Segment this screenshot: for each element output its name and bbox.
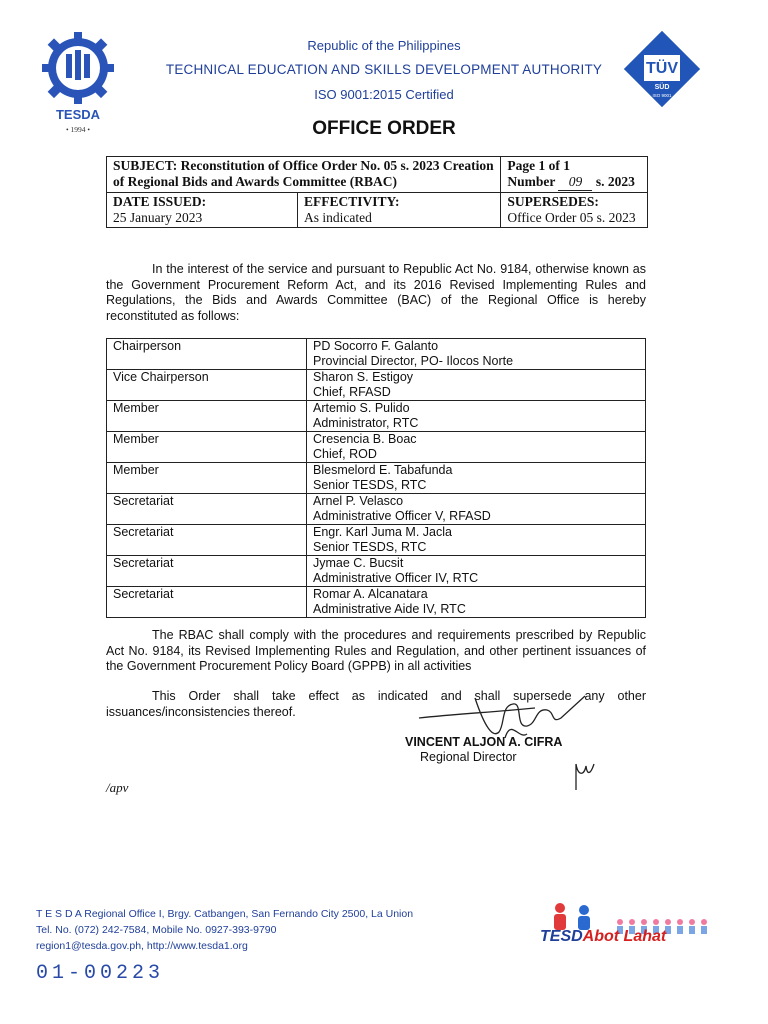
intro-paragraph: In the interest of the service and pursuant to Republic Act No. 9184, otherwise known as the Government Procurement Reform Act, and its 2016 Revised Implementing Rules and Regulations, the Bids and Awards Committee (BAC) of the Regional Office is hereby reconstituted as follows:: [106, 262, 646, 323]
abot-lahat-slogan: [540, 928, 666, 946]
order-info-table: [106, 156, 648, 228]
member-role: Secretariat: [107, 525, 307, 556]
compliance-paragraph: The RBAC shall comply with the procedures and requirements prescribed by Republic Act No. 9184, its Revised Implementing Rules and Regulation, and other pertinent issuances of the Government Procurement Policy Board (GPPB) in all activities: [106, 628, 646, 673]
date-label: DATE ISSUED:: [113, 194, 207, 209]
footer-contact: region1@tesda.gov.ph, http://www.tesda1.org: [36, 940, 248, 952]
number-value: 09: [558, 174, 592, 191]
supersedes-value: Office Order 05 s. 2023: [507, 210, 636, 225]
date-value: 25 January 2023: [113, 210, 203, 225]
effectivity-label: EFFECTIVITY:: [304, 194, 400, 209]
member-position: Provincial Director, PO- Ilocos Norte: [313, 354, 514, 368]
supersedes-label: SUPERSEDES:: [507, 194, 599, 209]
member-position: Administrator, RTC: [313, 416, 419, 430]
logo-name: TESDA: [55, 107, 101, 122]
subject-text: Reconstitution of Office Order No. 05 s. 2023 Creation of Regional Bids and Awards Committee (RBAC): [113, 158, 494, 189]
member-role: Secretariat: [107, 494, 307, 525]
member-row: [107, 556, 646, 587]
member-details: [307, 339, 646, 370]
member-position: Chief, RFASD: [313, 385, 391, 399]
member-row: [107, 370, 646, 401]
member-name: Blesmelord E. Tabafunda: [313, 463, 453, 477]
member-role: Chairperson: [107, 339, 307, 370]
member-details: [307, 432, 646, 463]
member-name: Sharon S. Estigoy: [313, 370, 414, 384]
member-name: Engr. Karl Juma M. Jacla: [313, 525, 452, 539]
document-code: 01-00223: [36, 962, 165, 985]
logo-year: • 1994 •: [65, 125, 91, 134]
member-name: Artemio S. Pulido: [313, 401, 410, 415]
member-role: Member: [107, 401, 307, 432]
member-position: Chief, ROD: [313, 447, 377, 461]
slogan-part-a: TESD: [540, 928, 583, 945]
effectivity-cell: [298, 193, 501, 228]
member-name: Romar A. Alcanatara: [313, 587, 428, 601]
member-row: [107, 525, 646, 556]
member-row: [107, 339, 646, 370]
subject-cell: [107, 157, 501, 193]
tuv-certification-icon: [624, 31, 700, 107]
signatory-title: Regional Director: [420, 750, 517, 764]
initial-mark-icon: [572, 754, 598, 794]
member-row: [107, 463, 646, 494]
supersedes-cell: [501, 193, 648, 228]
slogan-part-b: Abot Lahat: [582, 928, 667, 945]
member-position: Administrative Officer IV, RTC: [313, 571, 479, 585]
member-details: [307, 401, 646, 432]
page-label: Page 1 of 1: [507, 158, 570, 173]
member-position: Administrative Officer V, RFASD: [313, 509, 491, 523]
member-role: Secretariat: [107, 587, 307, 618]
member-details: [307, 494, 646, 525]
footer-phone: Tel. No. (072) 242-7584, Mobile No. 0927-393-9790: [36, 924, 277, 936]
signatory-name: VINCENT ALJON A. CIFRA: [405, 735, 563, 749]
date-issued-cell: [107, 193, 298, 228]
member-name: Cresencia B. Boac: [313, 432, 417, 446]
initials-reference: /apv: [106, 780, 129, 795]
member-position: Senior TESDS, RTC: [313, 540, 427, 554]
member-row: [107, 587, 646, 618]
member-name: Arnel P. Velasco: [313, 494, 404, 508]
committee-members-table: [106, 338, 646, 618]
document-title: OFFICE ORDER: [312, 118, 456, 139]
tuv-sub: SÜD: [654, 84, 670, 91]
subject-label: SUBJECT:: [113, 158, 178, 173]
tuv-iso: ISO 9001: [652, 93, 672, 98]
member-role: Vice Chairperson: [107, 370, 307, 401]
effectivity-value: As indicated: [304, 210, 372, 225]
header-iso: ISO 9001:2015 Certified: [314, 87, 454, 102]
member-details: [307, 370, 646, 401]
header-republic: Republic of the Philippines: [307, 38, 461, 53]
member-position: Senior TESDS, RTC: [313, 478, 427, 492]
member-row: [107, 432, 646, 463]
member-name: PD Socorro F. Galanto: [313, 339, 439, 353]
member-row: [107, 494, 646, 525]
member-role: Member: [107, 432, 307, 463]
member-details: [307, 525, 646, 556]
number-suffix: s. 2023: [595, 174, 635, 189]
member-position: Administrative Aide IV, RTC: [313, 602, 466, 616]
member-role: Member: [107, 463, 307, 494]
tuv-mark: TÜV: [646, 60, 678, 77]
member-details: [307, 463, 646, 494]
member-name: Jymae C. Bucsit: [313, 556, 404, 570]
member-details: [307, 556, 646, 587]
member-row: [107, 401, 646, 432]
effect-paragraph: This Order shall take effect as indicated and shall supersede any other issuances/inconsistencies thereof.: [106, 689, 646, 719]
member-details: [307, 587, 646, 618]
number-label: Number: [507, 174, 556, 189]
header-agency: TECHNICAL EDUCATION AND SKILLS DEVELOPMENT AUTHORITY: [165, 62, 603, 77]
page-number-cell: [501, 157, 648, 193]
footer-address: T E S D A Regional Office I, Brgy. Catbangen, San Fernando City 2500, La Union: [36, 908, 414, 920]
member-role: Secretariat: [107, 556, 307, 587]
